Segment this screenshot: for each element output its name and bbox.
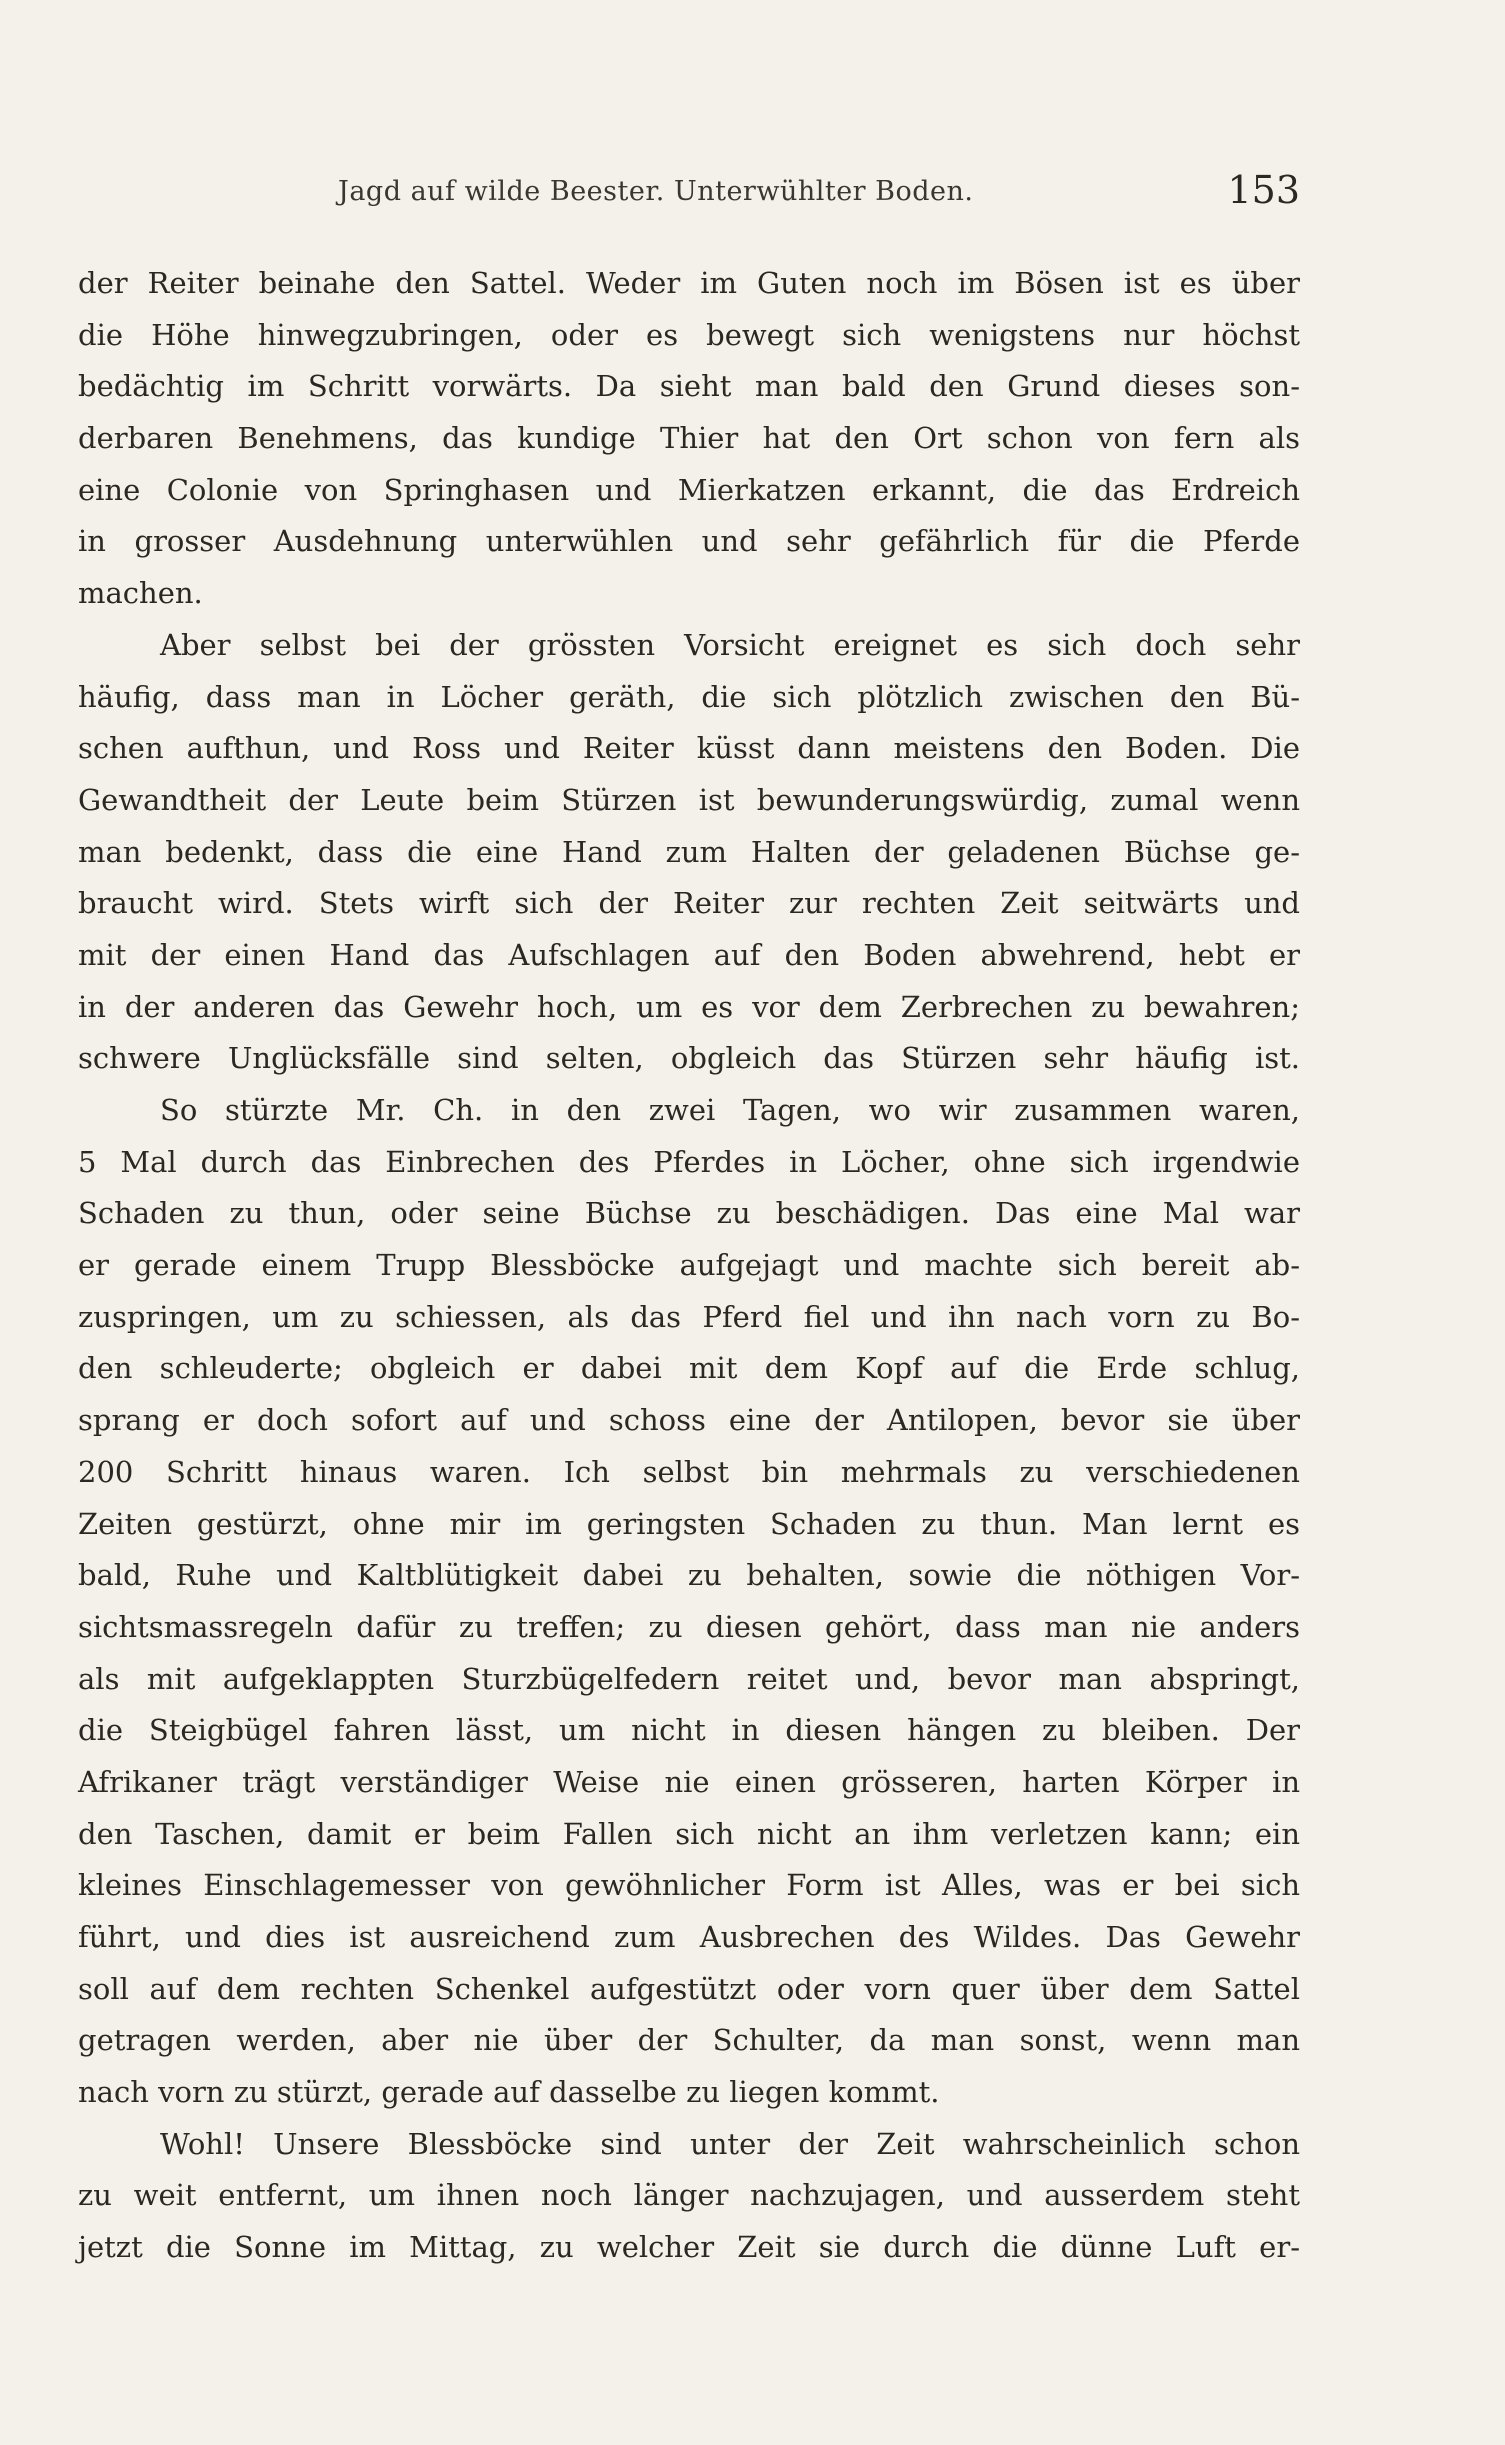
text-line: Aber selbst bei der grössten Vorsicht ereignet es sich doch sehr <box>160 627 1300 662</box>
text-line: schen aufthun, und Ross und Reiter küsst dann meistens den Boden. Die <box>78 731 1300 766</box>
text-line: häufig, dass man in Löcher geräth, die sich plötzlich zwischen den Bü- <box>78 679 1300 714</box>
body-text <box>78 258 1300 2274</box>
text-line: den schleuderte; obgleich er dabei mit dem Kopf auf die Erde schlug, <box>78 1351 1300 1386</box>
text-line: er gerade einem Trupp Blessböcke aufgejagt und machte sich bereit ab- <box>78 1248 1300 1283</box>
text-line: zuspringen, um zu schiessen, als das Pferd fiel und ihn nach vorn zu Bo- <box>78 1299 1300 1334</box>
running-head: Jagd auf wilde Beester. Unterwühlter Boden. <box>338 176 974 207</box>
text-line: getragen werden, aber nie über der Schulter, da man sonst, wenn man <box>78 2023 1300 2058</box>
page-number: 153 <box>1227 168 1300 212</box>
text-line: Wohl! Unsere Blessböcke sind unter der Zeit wahrscheinlich schon <box>160 2126 1300 2161</box>
text-line: derbaren Benehmens, das kundige Thier hat den Ort schon von fern als <box>78 421 1300 456</box>
text-line: sprang er doch sofort auf und schoss eine der Antilopen, bevor sie über <box>78 1403 1300 1438</box>
text-line: man bedenkt, dass die eine Hand zum Halten der geladenen Büchse ge- <box>78 834 1300 869</box>
text-line: jetzt die Sonne im Mittag, zu welcher Zeit sie durch die dünne Luft er- <box>78 2230 1300 2265</box>
text-line: bedächtig im Schritt vorwärts. Da sieht man bald den Grund dieses son- <box>78 369 1300 404</box>
text-line: kleines Einschlagemesser von gewöhnlicher Form ist Alles, was er bei sich <box>78 1868 1300 1903</box>
text-line: den Taschen, damit er beim Fallen sich nicht an ihm verletzen kann; ein <box>78 1816 1300 1851</box>
text-line: mit der einen Hand das Aufschlagen auf den Boden abwehrend, hebt er <box>78 937 1300 972</box>
text-line: zu weit entfernt, um ihnen noch länger nachzujagen, und ausserdem steht <box>78 2178 1300 2213</box>
text-line: schwere Unglücksfälle sind selten, obgleich das Stürzen sehr häufig ist. <box>78 1041 1300 1076</box>
text-line: eine Colonie von Springhasen und Mierkatzen erkannt, die das Erdreich <box>78 472 1300 507</box>
text-line: Afrikaner trägt verständiger Weise nie einen grösseren, harten Körper in <box>78 1764 1300 1799</box>
text-line: nach vorn zu stürzt, gerade auf dasselbe zu liegen kommt. <box>78 2075 940 2110</box>
text-line: in der anderen das Gewehr hoch, um es vor dem Zerbrechen zu bewahren; <box>78 989 1300 1024</box>
text-line: Schaden zu thun, oder seine Büchse zu beschädigen. Das eine Mal war <box>78 1196 1300 1231</box>
text-line: in grosser Ausdehnung unterwühlen und sehr gefährlich für die Pferde <box>78 524 1300 559</box>
text-line: die Steigbügel fahren lässt, um nicht in diesen hängen zu bleiben. Der <box>78 1713 1300 1748</box>
text-line: 200 Schritt hinaus waren. Ich selbst bin mehrmals zu verschiedenen <box>78 1454 1300 1489</box>
text-line: braucht wird. Stets wirft sich der Reiter zur rechten Zeit seitwärts und <box>78 886 1300 921</box>
text-line: machen. <box>78 576 203 611</box>
text-line: die Höhe hinwegzubringen, oder es bewegt sich wenigstens nur höchst <box>78 317 1300 352</box>
text-line: Gewandtheit der Leute beim Stürzen ist bewunderungswürdig, zumal wenn <box>78 782 1300 817</box>
page-header <box>78 168 1300 218</box>
text-line: führt, und dies ist ausreichend zum Ausbrechen des Wildes. Das Gewehr <box>78 1920 1300 1954</box>
text-line: soll auf dem rechten Schenkel aufgestützt oder vorn quer über dem Sattel <box>78 1971 1300 2006</box>
text-line: So stürzte Mr. Ch. in den zwei Tagen, wo wir zusammen waren, <box>160 1093 1300 1127</box>
text-line: sichtsmassregeln dafür zu treffen; zu diesen gehört, dass man nie anders <box>78 1609 1300 1644</box>
text-line: bald, Ruhe und Kaltblütigkeit dabei zu behalten, sowie die nöthigen Vor- <box>78 1558 1300 1593</box>
text-line: Zeiten gestürzt, ohne mir im geringsten Schaden zu thun. Man lernt es <box>78 1506 1300 1541</box>
text-line: der Reiter beinahe den Sattel. Weder im Guten noch im Bösen ist es über <box>78 266 1300 300</box>
text-line: als mit aufgeklappten Sturzbügelfedern reitet und, bevor man abspringt, <box>78 1661 1300 1696</box>
text-line: 5 Mal durch das Einbrechen des Pferdes in Löcher, ohne sich irgendwie <box>78 1144 1300 1179</box>
